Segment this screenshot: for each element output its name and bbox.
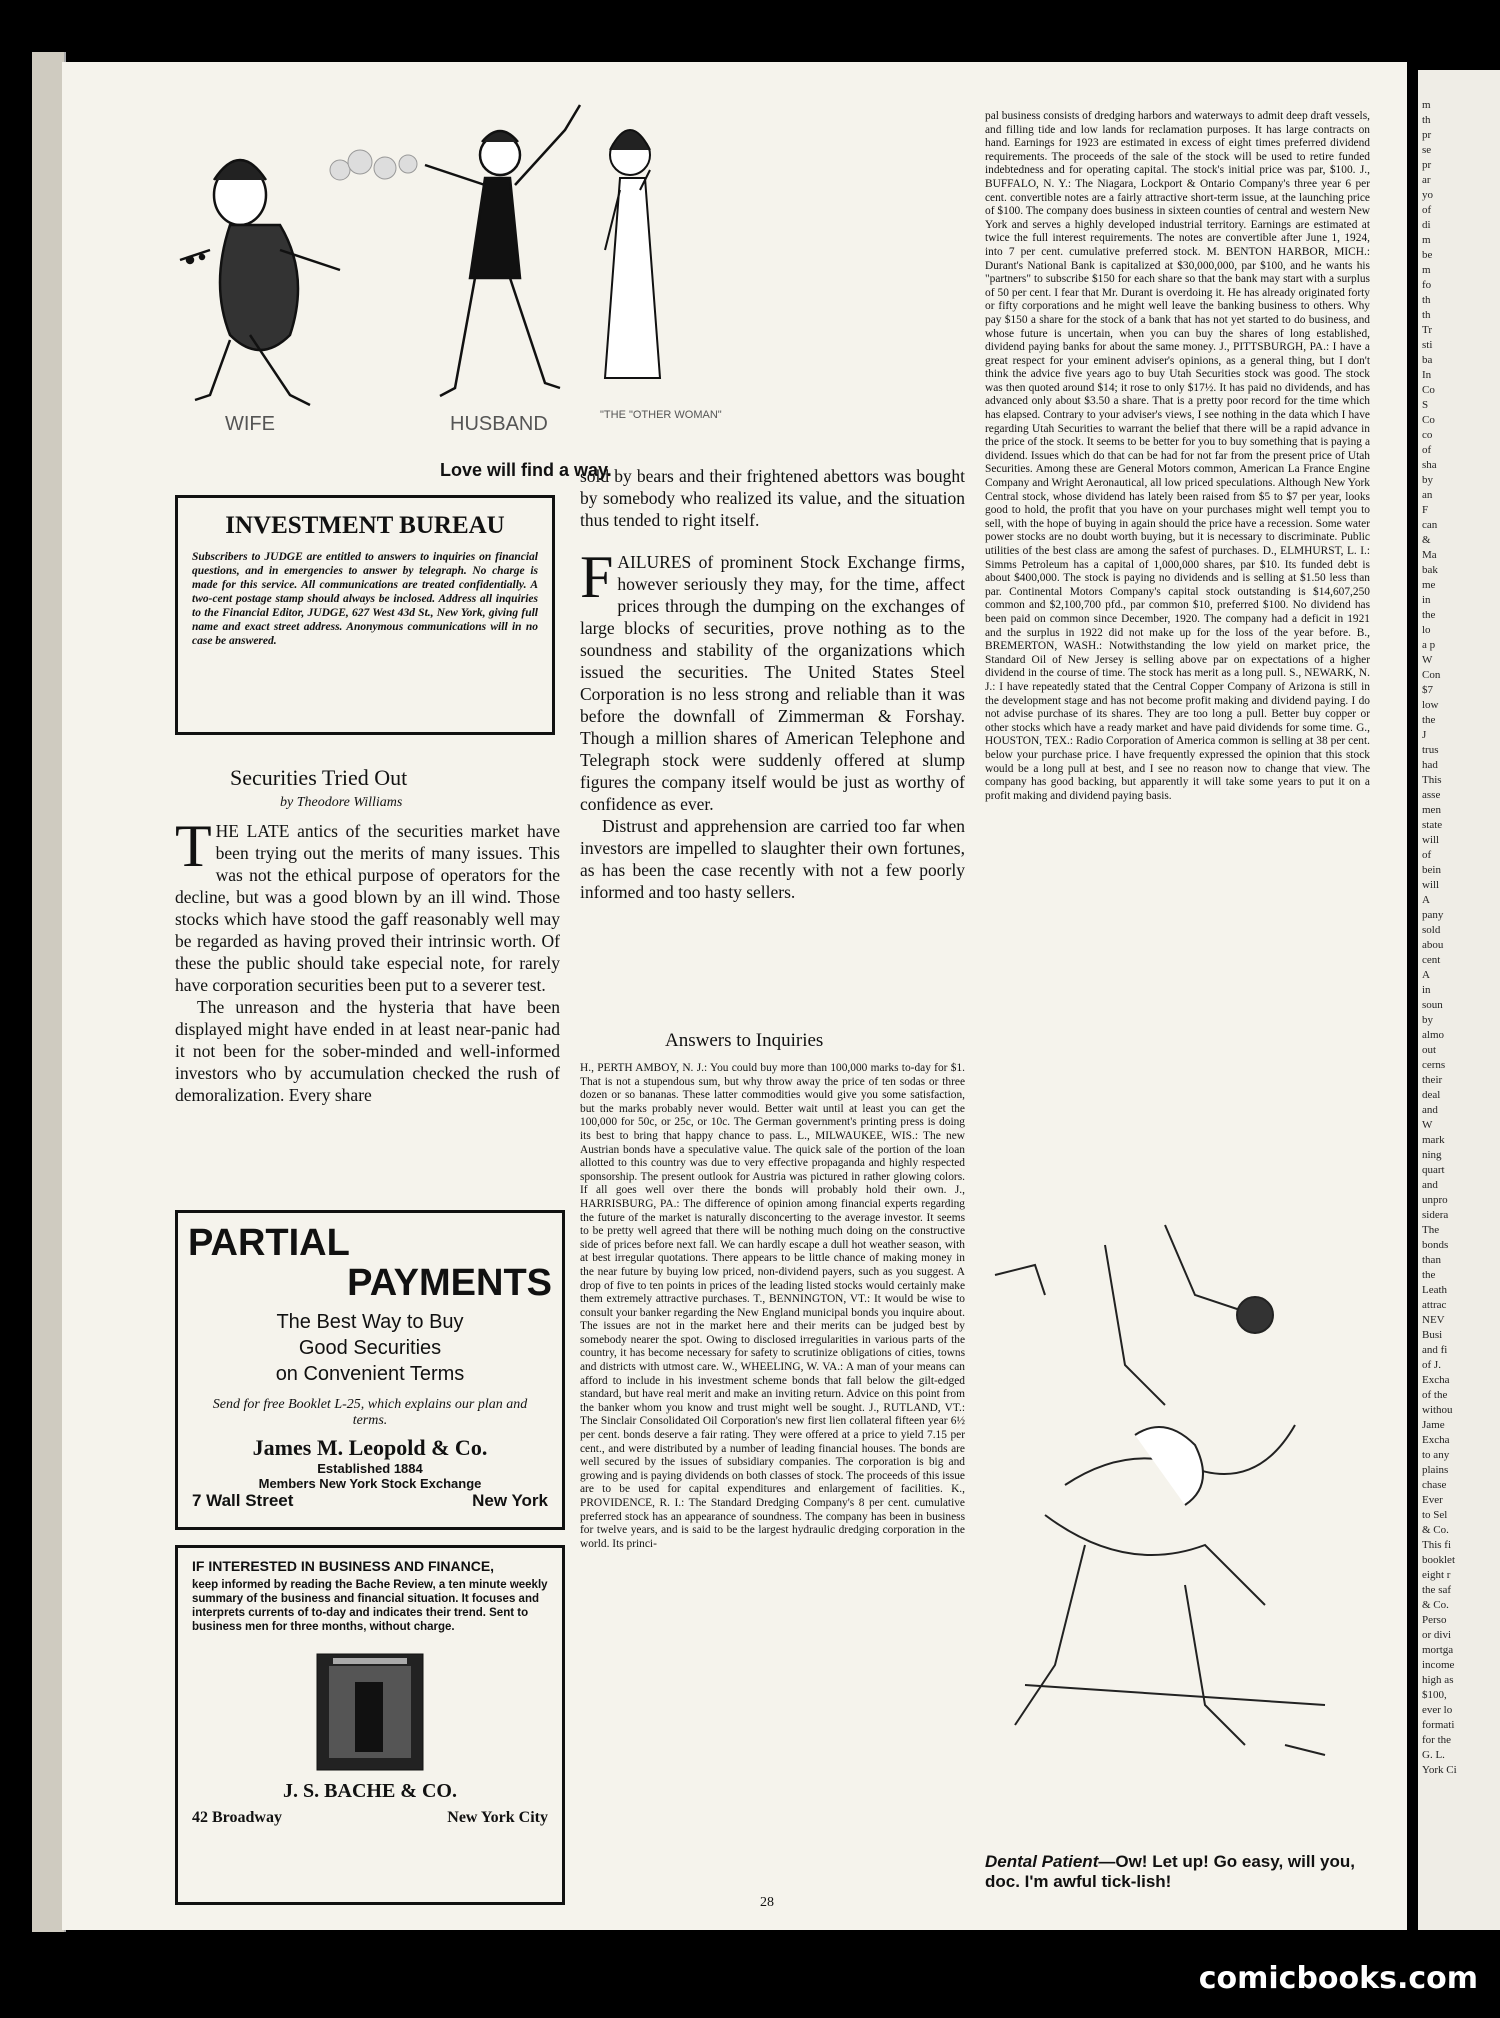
adjacent-page-text: cent bbox=[1422, 954, 1441, 966]
adjacent-page-text: be bbox=[1422, 249, 1433, 261]
adjacent-page-text: & bbox=[1422, 534, 1431, 546]
adjacent-page-text: the saf bbox=[1422, 1584, 1452, 1596]
cartoon-love-will-find-a-way bbox=[170, 100, 722, 460]
bache-city: New York City bbox=[447, 1809, 548, 1826]
adjacent-page-text: and fi bbox=[1422, 1344, 1448, 1356]
adjacent-page-text: by bbox=[1422, 1014, 1433, 1026]
adjacent-page-text: sidera bbox=[1422, 1209, 1449, 1221]
adjacent-page-text: & Co. bbox=[1422, 1599, 1449, 1611]
adjacent-page-text: abou bbox=[1422, 939, 1444, 951]
adjacent-page-text: than bbox=[1422, 1254, 1441, 1266]
adjacent-page-text: ning bbox=[1422, 1149, 1442, 1161]
adjacent-page-text: Leath bbox=[1422, 1284, 1448, 1296]
adjacent-page-text: pany bbox=[1422, 909, 1444, 921]
adjacent-page-text: low bbox=[1422, 699, 1439, 711]
adjacent-page-text: S bbox=[1422, 399, 1429, 411]
ad-address: 7 Wall Street bbox=[192, 1491, 294, 1510]
adjacent-page-text: sha bbox=[1422, 459, 1437, 471]
dental-caption bbox=[985, 1852, 1380, 1892]
bache-review-ad bbox=[175, 1545, 565, 1905]
adjacent-page-text: m bbox=[1422, 234, 1431, 246]
adjacent-page-text: ar bbox=[1422, 174, 1431, 186]
adjacent-page-text: out bbox=[1422, 1044, 1437, 1056]
adjacent-page-text: ba bbox=[1422, 354, 1433, 366]
dental-caption-text: —Ow! Let up! Go easy, will you, doc. I'm awful tick-lish! bbox=[985, 1852, 1355, 1891]
adjacent-page-text: in bbox=[1422, 594, 1431, 606]
ad-send-booklet: Send for free Booklet L-25, which explains our plan and terms. bbox=[212, 1397, 528, 1428]
adjacent-page-text: Tr bbox=[1422, 324, 1432, 336]
adjacent-page-text: & Co. bbox=[1422, 1524, 1449, 1536]
adjacent-page-text: unpro bbox=[1422, 1194, 1448, 1206]
article-paragraph-3: sold by bears and their frightened abettors was bought by somebody who realized its value, and the situation thus tended to right itself. bbox=[580, 466, 965, 530]
adjacent-page-text: of J. bbox=[1422, 1359, 1441, 1371]
adjacent-page-text: mark bbox=[1422, 1134, 1445, 1146]
adjacent-page-text: trus bbox=[1422, 744, 1439, 756]
adjacent-page-text: chase bbox=[1422, 1479, 1447, 1491]
adjacent-page-text: G. L. bbox=[1422, 1749, 1445, 1761]
adjacent-page-text: The bbox=[1422, 1224, 1440, 1236]
answers-column-3: pal business consists of dredging harbors and waterways to admit deep draft vessels, and filling tide and low lands for reclamation purposes. It has large contracts on hand. Earnings for 1923 are estimated in excess of eight times preferred dividend requirements. The proceeds of the sale of the stock will be used to retire funded indebtedness and for operating capital. The stock's initial price was par, $100. J., BUFFALO, N. Y.: The Niagara, Lockport & Ontario Company's three year 6 per cent. convertible notes are a fairly attractive short-term issue, at the launching price of $100. The company does business in sixteen counties of central and western New York and serves a highly developed industrial territory. Earnings are estimated at twice the full interest requirements. The notes are convertible after June 1, 1924, into 7 per cent. cumulative preferred stock. M. BENTON HARBOR, MICH.: Durant's National Bank is capitalized at $30,000,000, par $100, and he wants his "partners" to subscribe $150 for each share so that the bank may start with a surplus of 50 per cent. I fear that Mr. Durant is overdoing it. He has already originated forty or fifty corporations and he might well leave the banking business to others. Why pay $150 a share for the stock of a bank that has not yet started to do business, and whose future is uncertain, when you can buy the shares of long established, dividend paying banks for about the same money. J., PITTSBURGH, PA.: I have a great respect for your eminent adviser's opinions, as a general thing, but I don't think the advice five years ago to buy Utah Securities stock was good. The stock was then quoted around $14; it rose to only $17½. It has paid no dividends, and has advanced only about $3.50 a share. That is a pretty poor record for the time which has elapsed. Contrary to your adviser's views, I see nothing in the data which I have regarding Utah Securities to warrant the belief that there will be a rapid advance in the price of the stock. It seems to be better for you to buy something that is paying a dividend. Issues which do that can be had for not far from the present price of Utah Securities. Among these are General Motors common, American La France Engine Company and Wright Aeronautical, all low priced speculations. Although New York Central stock, whose dividend has lately been raised from $5 to $7 per year, looks good to hold, the profit that you have on your purchases might well tempt you to sell, with the hope of buying in again should the price have a recession. Some water power stocks are no doubt worth buying, but it is necessary to discriminate. Public utilities of the best class are among the safest of purchases. D., ELMHURST, L. I.: Simms Petroleum has a capital of 1,000,000 shares, par $10. Its funded debt is about $400,000. The stock is paying no dividends and is selling at $1.50 less than par. Continental Motors Company's capital stock outstanding is $14,607,250 common and $2,100,700 pfd., par common $10, preferred $100. No dividend has been paid on common since December, 1920. The company had a deficit in 1921 and the surplus in 1922 did not make up for the loss of the year before. B., BREMERTON, WASH.: Notwithstanding the low yield on market price, the Standard Oil of New Jersey is selling above par on expectations of a higher dividend in the course of time. The stock has merit as a long pull. S., NEWARK, N. J.: I have repeatedly stated that the Central Copper Company of Arizona is still in the development stage and has not become profit making and dividend paying. I do not advise purchase of its shares. They are too long a pull. Better buy copper or other stocks which have a ready market and have paid dividends for some time. G., HOUSTON, TEX.: Radio Corporation of America common is selling at 38 per cent. below your purchase price. I have frequently expressed the opinion that this stock would be a long pull at best, and I see no reason now to change that view. The company has good backing, but apparently it will take some years to put it on a profit making and dividend paying basis. bbox=[985, 110, 1370, 802]
adjacent-page-text: booklet bbox=[1422, 1554, 1455, 1566]
adjacent-page-text: of bbox=[1422, 849, 1432, 861]
wife-figure bbox=[180, 160, 340, 405]
adjacent-page-text: bein bbox=[1422, 864, 1441, 876]
answers-column-2: H., PERTH AMBOY, N. J.: You could buy more than 100,000 marks to-day for $1. That is not a stupendous sum, but why throw away the price of ten sodas or three dozen or so bananas. These latter commodities would give you some satisfaction, but the marks probably never would. Better wait until at least you can get the 100,000 for 50c, or 25c, or 10c. The German government's printing press is doing its best to bring that happy chance to pass. L., MILWAUKEE, WIS.: The new Austrian bonds have a speculative value. The quick sale of the portion of the loan allotted to this country was due to very effective propaganda and highly respected sponsorship. The present outlook for Austria was pictured in rather glowing colors. If all goes well over there the bonds will probably hold their own. J., HARRISBURG, PA.: The difference of opinion among financial experts regarding the future of the market is naturally disconcerting to the average investor. It seems to be pretty well agreed that there will be nothing much doing on the constructive side of prices before next fall. We can hardly escape a dull hot weather season, with at best irregular quotations. There appears to be little chance of making money in the near future by buying low priced, non-dividend payers, such as you suggest. A drop of five to ten points in prices of the leading listed stocks would certainly make them extremely attractive purchases. T., BENNINGTON, VT.: It would be wise to consult your banker regarding the New England municipal bonds you inquire about. The issues are not in the market here and their merits can be judged best by somebody nearer the spot. Owing to disclosed irregularities in various parts of the country, it has become necessary for safety to scrutinize obligations of cities, towns and districts with utmost care. W., WHEELING, W. VA.: A man of your means can afford to include in his investment scheme bonds that fall below the gilt-edged standard, but have real merit and make an inviting return. Advice on this point from the banker whom you know and trust might well be sought. J., RUTLAND, VT.: The Sinclair Consolidated Oil Corporation's new first lien collateral fifteen year 6½ per cent. bonds deserve a fair rating. They were offered at a price to yield 7.15 per cent., and were distributed by a number of leading financial houses. The bonds are well secured by the issues of subsidiary companies. The corporation is big and growing and is paying dividends on both classes of stock. The proceeds of this issue are to be used for capital expenditures and enlargement of facilities. K., PROVIDENCE, R. I.: The Standard Dredging Company's 8 per cent. cumulative preferred stock has an appearance of soundness. The company has been in business for twelve years, and is said to be the largest hydraulic dredging corporation in the world. Its princi- bbox=[580, 1062, 965, 1550]
adjacent-page-text: fo bbox=[1422, 279, 1432, 291]
adjacent-page-text: W bbox=[1422, 1119, 1433, 1131]
adjacent-page-text: co bbox=[1422, 429, 1433, 441]
adjacent-page-text: m bbox=[1422, 99, 1431, 111]
adjacent-page-text: W bbox=[1422, 654, 1433, 666]
ad-headline-partial: PARTIAL bbox=[188, 1222, 350, 1264]
article-paragraph-4: AILURES of prominent Stock Exchange firms, however seriously they may, for the time, affect prices through the dumping on the exchanges of large blocks of securities, prove nothing as to the soundness and stability of the organizations which issued the securities. The United States Steel Corporation is no less strong and reliable than it was before the downfall of Zimmerman & Forshay. Though a million shares of American Telephone and Telegraph stock were suddenly offered at slump figures the company itself would be just as worthy of confidence as ever. bbox=[580, 552, 965, 814]
ad-headline-payments: PAYMENTS bbox=[347, 1262, 552, 1304]
ad-members: Members New York Stock Exchange bbox=[258, 1476, 482, 1491]
article-paragraph-1: HE LATE antics of the securities market have been trying out the merits of many issues. This was not the ethical purpose of operators for the decline, but was a good blown by an ill wind. Those stocks which have stood the gaff reasonably well may be regarded as having proved their intrinsic worth. Of these the public should take especial note, for rarely have corporation securities been put to a severer test. bbox=[175, 821, 560, 995]
adjacent-page-text: Ma bbox=[1422, 549, 1437, 561]
adjacent-page-text: ever lo bbox=[1422, 1704, 1453, 1716]
adjacent-page-text: their bbox=[1422, 1074, 1443, 1086]
other-woman-figure bbox=[605, 130, 660, 378]
adjacent-page-text: state bbox=[1422, 819, 1443, 831]
investment-bureau-body: Subscribers to JUDGE are entitled to answers to inquiries on financial questions, and in emergencies to answer by telegraph. No charge is made for this service. All communications are treated confidentially. A two-cent postage stamp should always be inclosed. Address all inquiries to the Financial Editor, JUDGE, 627 West 43d St., New York, giving full name and exact street address. Anonymous communications will in no case be answered. bbox=[192, 551, 538, 647]
ad-sub-2: Good Securities bbox=[298, 1337, 442, 1359]
adjacent-page-text: Co bbox=[1422, 384, 1435, 396]
adjacent-page-text: th bbox=[1422, 294, 1431, 306]
adjacent-page-text: withou bbox=[1422, 1404, 1453, 1416]
adjacent-page-text: F bbox=[1422, 504, 1429, 516]
dental-patient-drawing bbox=[985, 1185, 1370, 1845]
adjacent-page-text: A bbox=[1422, 894, 1430, 906]
adjacent-page-text: J bbox=[1422, 729, 1427, 741]
adjacent-page-text: had bbox=[1422, 759, 1438, 771]
adjacent-page-text: Con bbox=[1422, 669, 1441, 681]
adjacent-page-text: mortga bbox=[1422, 1644, 1454, 1656]
adjacent-page-text: lo bbox=[1422, 624, 1431, 636]
adjacent-page-text: $100, bbox=[1422, 1689, 1447, 1701]
cartoon-caption: Love will find a way. bbox=[440, 460, 612, 480]
bache-body: keep informed by reading the Bache Review, a ten minute weekly summary of the business and financial situation. It focuses and interprets currents of to-day and indicates their trend. Sent to business men for three months, without charge. bbox=[192, 1579, 548, 1633]
adjacent-page-text: plains bbox=[1422, 1464, 1449, 1476]
adjacent-page-text: York Ci bbox=[1422, 1764, 1457, 1776]
adjacent-page-text: and bbox=[1422, 1104, 1438, 1116]
partial-payments-ad bbox=[175, 1210, 565, 1530]
adjacent-page-text: of the bbox=[1422, 1389, 1448, 1401]
husband-figure bbox=[425, 105, 580, 396]
investment-bureau-box bbox=[175, 495, 555, 735]
adjacent-page-text: for the bbox=[1422, 1734, 1452, 1746]
adjacent-page-text: sold bbox=[1422, 924, 1441, 936]
adjacent-page-text: bonds bbox=[1422, 1239, 1449, 1251]
adjacent-page-text: the bbox=[1422, 1269, 1436, 1281]
adjacent-page-text: se bbox=[1422, 144, 1432, 156]
adjacent-page-text: high as bbox=[1422, 1674, 1454, 1686]
adjacent-page-text: Perso bbox=[1422, 1614, 1447, 1626]
comicbooks-watermark: comicbooks.com bbox=[1198, 1961, 1478, 1996]
adjacent-page-text: In bbox=[1422, 369, 1432, 381]
bache-headline: IF INTERESTED IN BUSINESS AND FINANCE, bbox=[192, 1558, 495, 1574]
adjacent-page-text: of bbox=[1422, 444, 1432, 456]
adjacent-page-text: th bbox=[1422, 114, 1431, 126]
adjacent-page-text: will bbox=[1422, 834, 1440, 846]
adjacent-page-text: Excha bbox=[1422, 1434, 1450, 1446]
article-paragraph-2: The unreason and the hysteria that have been displayed might have ended in at least near-panic had it not been for the sober-minded and well-informed investors who by accumulation checked the rush of demoralization. Every share bbox=[175, 997, 560, 1105]
adjacent-page-text: by bbox=[1422, 474, 1433, 486]
adjacent-page-text: to any bbox=[1422, 1449, 1450, 1461]
bache-address: 42 Broadway bbox=[192, 1809, 282, 1826]
adjacent-page-text: di bbox=[1422, 219, 1431, 231]
adjacent-page-text: asse bbox=[1422, 789, 1441, 801]
article-column-1 bbox=[175, 813, 560, 1106]
article-byline: by Theodore Williams bbox=[280, 795, 403, 810]
drop-cap-f: F bbox=[580, 544, 614, 610]
adjacent-page-text: eight r bbox=[1422, 1569, 1451, 1581]
adjacent-page-text: cerns bbox=[1422, 1059, 1446, 1071]
adjacent-page-text: an bbox=[1422, 489, 1433, 501]
adjacent-page-text: men bbox=[1422, 804, 1441, 816]
investment-bureau-title: INVESTMENT BUREAU bbox=[225, 512, 505, 539]
husband-label: HUSBAND bbox=[450, 413, 548, 435]
adjacent-page-text: NEV bbox=[1422, 1314, 1445, 1326]
adjacent-page-text: of bbox=[1422, 204, 1432, 216]
adjacent-page-text: m bbox=[1422, 264, 1431, 276]
article-column-2 bbox=[580, 465, 965, 903]
adjacent-page-text: me bbox=[1422, 579, 1436, 591]
adjacent-page-text: Busi bbox=[1422, 1329, 1443, 1341]
adjacent-page-text: yo bbox=[1422, 189, 1433, 201]
adjacent-page-text: in bbox=[1422, 984, 1431, 996]
adjacent-page-text: bak bbox=[1422, 564, 1438, 576]
adjacent-page-text: can bbox=[1422, 519, 1438, 531]
adjacent-page-text: soun bbox=[1422, 999, 1443, 1011]
adjacent-page-text: formati bbox=[1422, 1719, 1455, 1731]
adjacent-page-text: Co bbox=[1422, 414, 1435, 426]
adjacent-page-text: to Sel bbox=[1422, 1509, 1448, 1521]
answers-heading: Answers to Inquiries bbox=[665, 1030, 824, 1051]
adjacent-page-text: This fi bbox=[1422, 1539, 1452, 1551]
ad-established: Established 1884 bbox=[317, 1461, 423, 1476]
adjacent-page-text: and bbox=[1422, 1179, 1438, 1191]
adjacent-page-text: A bbox=[1422, 969, 1430, 981]
adjacent-page-text: almo bbox=[1422, 1029, 1444, 1041]
adjacent-page-text: Excha bbox=[1422, 1374, 1450, 1386]
other-woman-label: "THE "OTHER WOMAN" bbox=[600, 409, 722, 421]
page-number: 28 bbox=[760, 1895, 774, 1910]
ad-city: New York bbox=[472, 1491, 548, 1510]
adjacent-page-text: will bbox=[1422, 879, 1440, 891]
adjacent-page-text: a p bbox=[1422, 639, 1436, 651]
adjacent-page-text: pr bbox=[1422, 129, 1432, 141]
adjacent-page-text: deal bbox=[1422, 1089, 1441, 1101]
adjacent-page-text: sti bbox=[1422, 339, 1433, 351]
ad-sub-1: The Best Way to Buy bbox=[276, 1311, 464, 1333]
adjacent-page-fragment bbox=[1418, 70, 1500, 1930]
adjacent-page-text: Ever bbox=[1422, 1494, 1443, 1506]
bache-firm: J. S. BACHE & CO. bbox=[283, 1780, 457, 1802]
bache-review-cover-image bbox=[315, 1652, 425, 1772]
gun-smoke bbox=[330, 150, 417, 180]
adjacent-page-text: th bbox=[1422, 309, 1431, 321]
adjacent-page-text: This bbox=[1422, 774, 1442, 786]
ad-firm-name: James M. Leopold & Co. bbox=[252, 1435, 488, 1460]
adjacent-page-text: quart bbox=[1422, 1164, 1445, 1176]
adjacent-page-text: Jame bbox=[1422, 1419, 1445, 1431]
adjacent-page-text: the bbox=[1422, 714, 1436, 726]
adjacent-page-text: $7 bbox=[1422, 684, 1433, 696]
dental-caption-speaker: Dental Patient bbox=[985, 1852, 1099, 1871]
adjacent-page-text: income bbox=[1422, 1659, 1455, 1671]
drop-cap-t: T bbox=[175, 813, 212, 879]
article-title: Securities Tried Out bbox=[230, 765, 408, 790]
article-paragraph-5: Distrust and apprehension are carried too far when investors are impelled to slaughter their own fortunes, as has been the case recently with not a few poorly informed and too hasty sellers. bbox=[580, 816, 965, 902]
adjacent-page-text: attrac bbox=[1422, 1299, 1447, 1311]
adjacent-page-text: or divi bbox=[1422, 1629, 1452, 1641]
adjacent-page-text: the bbox=[1422, 609, 1436, 621]
ad-sub-3: on Convenient Terms bbox=[275, 1363, 465, 1385]
wife-label: WIFE bbox=[225, 413, 275, 435]
page-edge bbox=[32, 52, 66, 1932]
adjacent-page-text: pr bbox=[1422, 159, 1432, 171]
